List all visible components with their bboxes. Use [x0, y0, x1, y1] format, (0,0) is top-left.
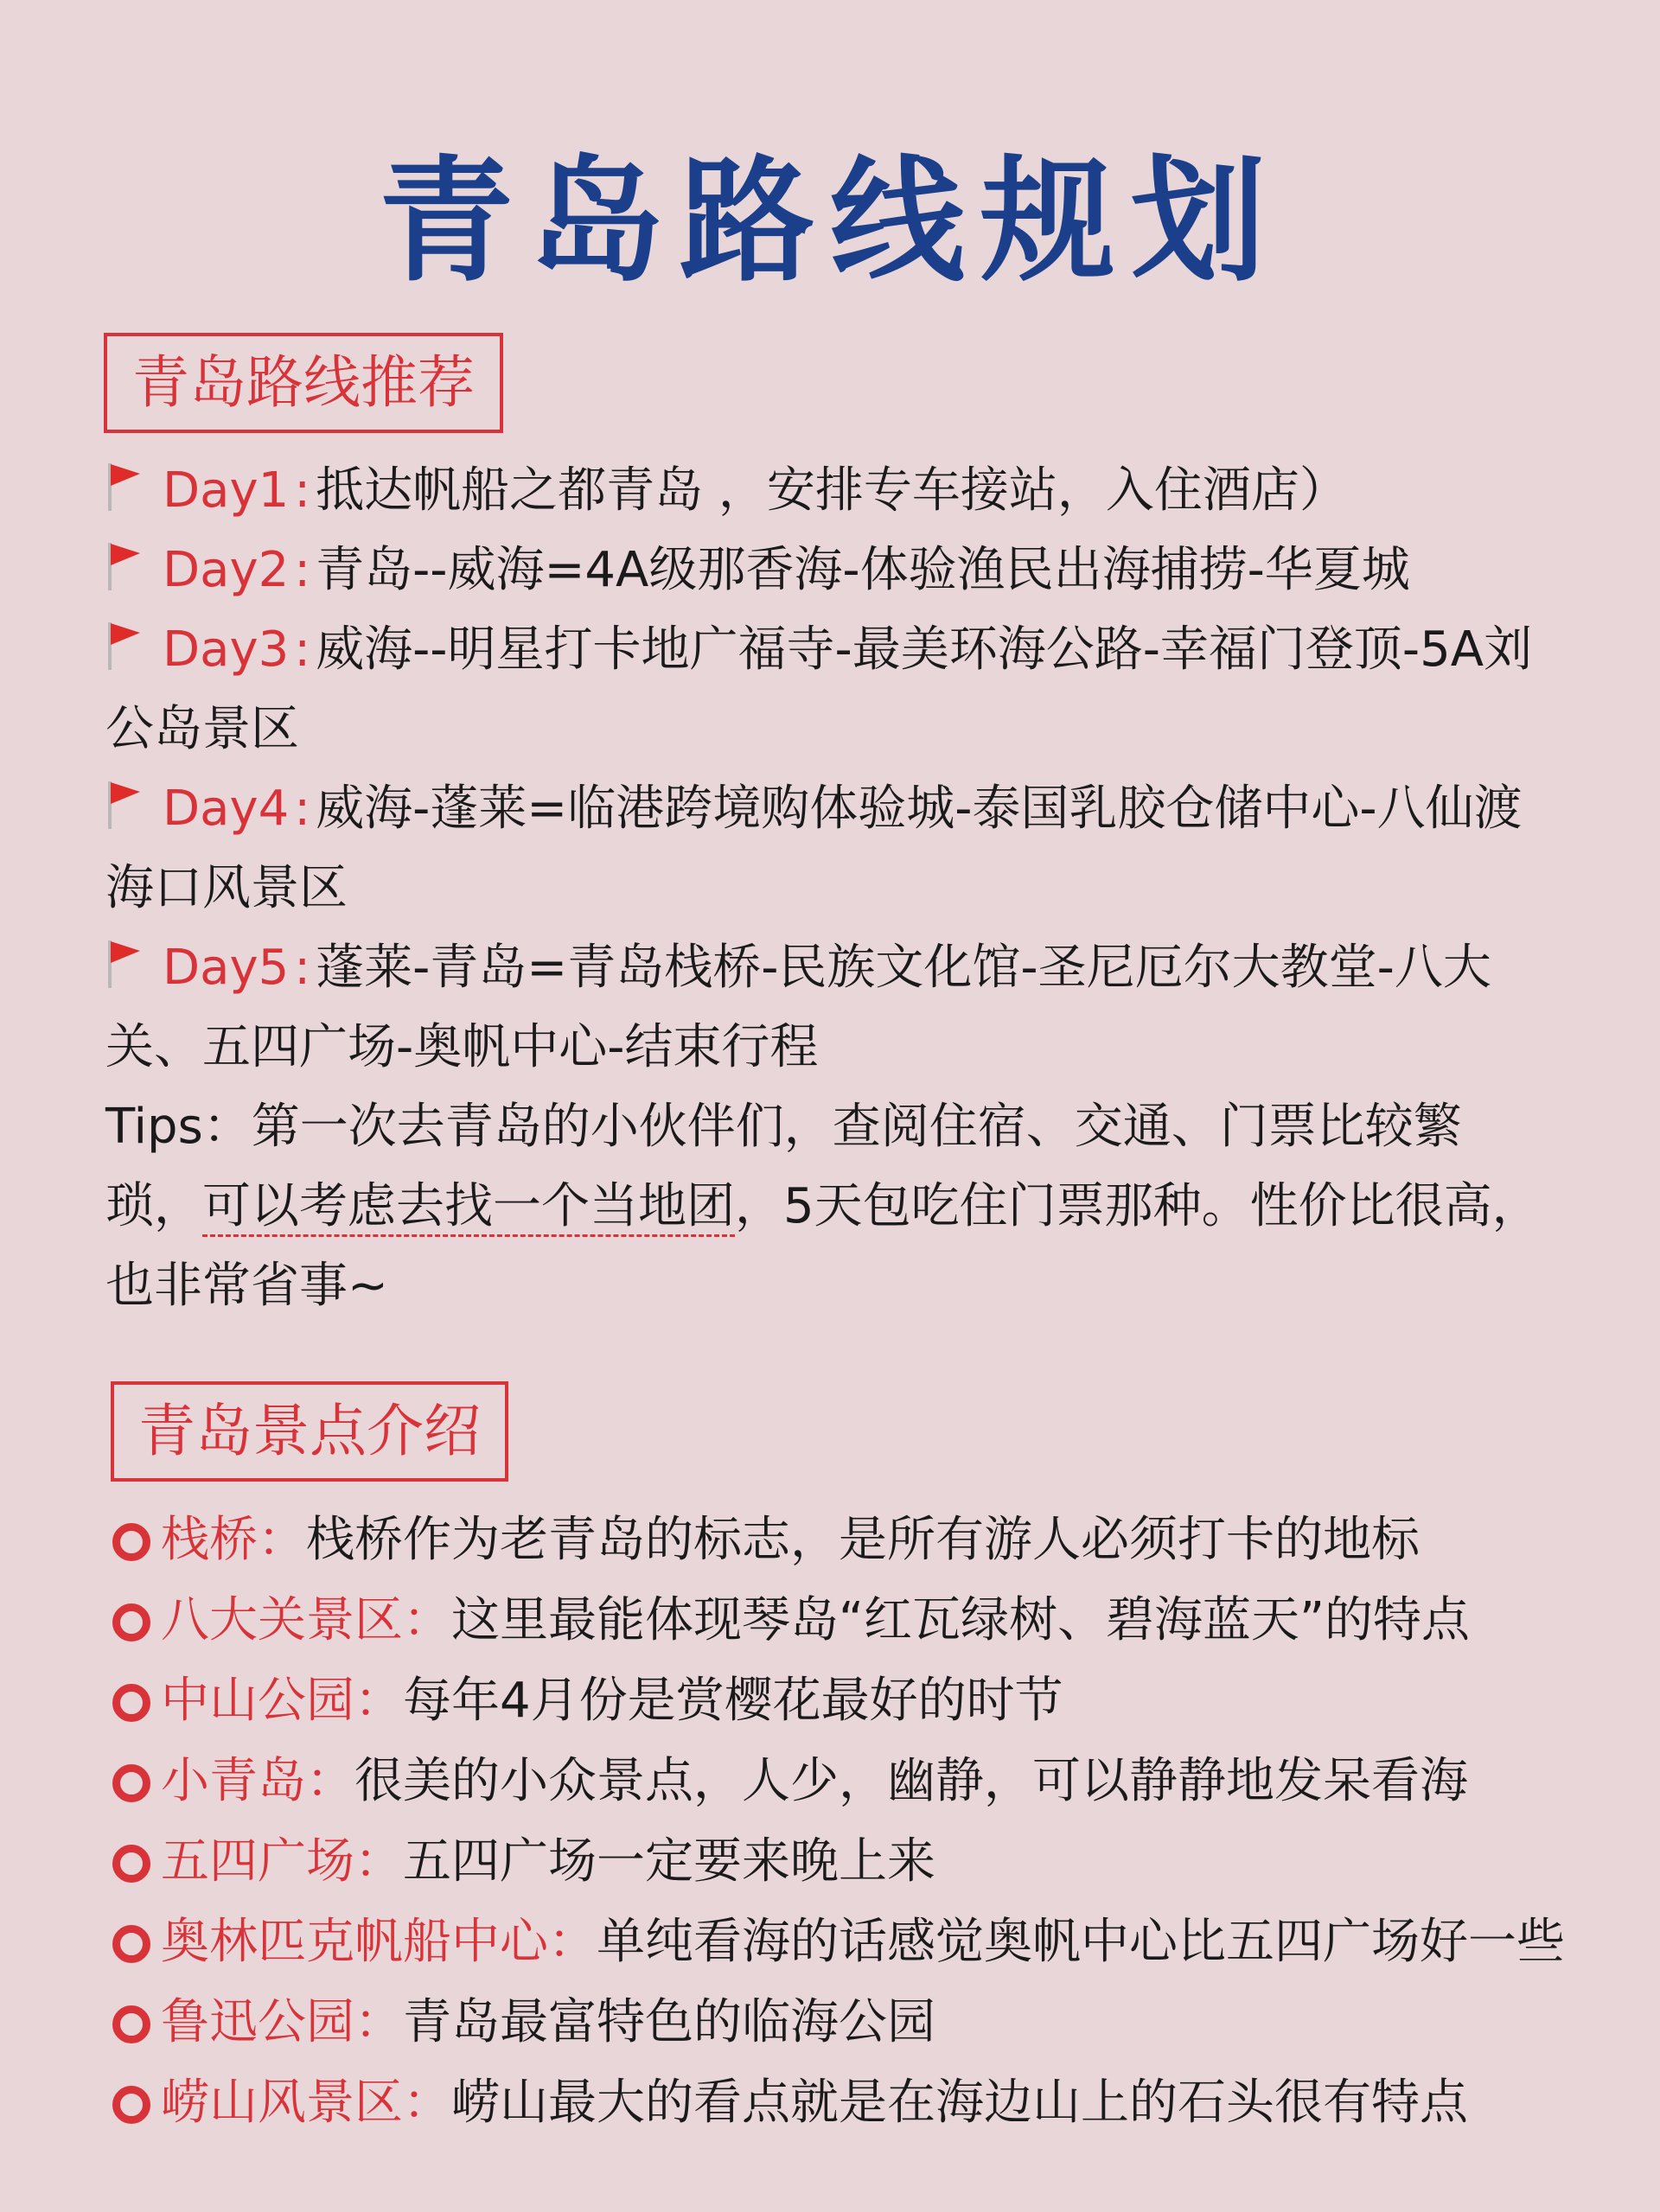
sight-item: 崂山风景区：崂山最大的看点就是在海边山上的石头很有特点	[112, 2062, 1582, 2143]
red-circle-icon	[112, 1684, 150, 1722]
sight-name: 奥林匹克帆船中心	[161, 1914, 548, 1970]
red-circle-icon	[112, 1523, 150, 1561]
red-circle-icon	[112, 1845, 150, 1883]
sight-name: 八大关景区	[161, 1592, 403, 1648]
sight-desc: 单纯看海的话感觉奥帆中心比五四广场好一些	[597, 1914, 1565, 1970]
sight-desc: 崂山最大的看点就是在海边山上的石头很有特点	[451, 2075, 1468, 2131]
sight-name: 栈桥	[161, 1512, 258, 1568]
tips-underlined-text: 可以考虑去找一个当地团	[202, 1178, 735, 1237]
route-day-3: Day3 : 威海--明星打卡地广福寺-最美环海公路-幸福门登顶-5A刘公岛景区	[105, 622, 1533, 757]
sight-desc: 每年4月份是赏樱花最好的时节	[403, 1673, 1063, 1729]
tips-text-2: ，5天包吃住门票那种。性价比很高，也非常省事~	[105, 1178, 1541, 1314]
red-circle-icon	[112, 1764, 150, 1802]
section-heading-sights-label: 青岛景点介绍	[138, 1398, 481, 1464]
sight-list	[112, 1500, 1582, 2143]
red-flag-icon	[105, 780, 142, 830]
sight-name: 小青岛	[161, 1753, 306, 1809]
page-title: 青岛路线规划	[379, 143, 1281, 300]
sight-desc: 这里最能体现琴岛“红瓦绿树、碧海蓝天”的特点	[451, 1592, 1471, 1648]
red-circle-icon	[112, 2086, 150, 2124]
red-flag-icon	[105, 621, 142, 671]
sight-name: 崂山风景区	[161, 2075, 403, 2131]
sight-name: 五四广场	[161, 1833, 354, 1890]
route-day-text: 蓬莱-青岛=青岛栈桥-民族文化馆-圣尼厄尔大教堂-八大关、五四广场-奥帆中心-结束行程	[105, 940, 1491, 1075]
sight-item: 奥林匹克帆船中心：单纯看海的话感觉奥帆中心比五四广场好一些	[112, 1902, 1582, 1982]
route-day-label: Day2	[163, 542, 290, 598]
sight-item: 小青岛：很美的小众景点，人少，幽静，可以静静地发呆看海	[112, 1741, 1582, 1821]
sight-desc: 栈桥作为老青岛的标志，是所有游人必须打卡的地标	[306, 1512, 1420, 1568]
red-flag-icon	[105, 939, 142, 989]
red-circle-icon	[112, 1603, 150, 1641]
route-day-2: Day2 : 青岛--威海=4A级那香海-体验渔民出海捕捞-华夏城	[105, 531, 1558, 610]
sight-item: 鲁迅公园：青岛最富特色的临海公园	[112, 1982, 1582, 2062]
red-flag-icon	[105, 462, 142, 512]
route-day-1: Day1 : 抵达帆船之都青岛 ，安排专车接站，入住酒店）	[105, 451, 1558, 531]
route-day-5: Day5 : 蓬莱-青岛=青岛栈桥-民族文化馆-圣尼厄尔大教堂-八大关、五四广场-奥帆中心-结束行程	[105, 940, 1491, 1075]
tips-text-1: 第一次去青岛的小伙伴们，查阅住宿、交通、门票比较繁琐，	[105, 1099, 1462, 1234]
sight-item: 栈桥：栈桥作为老青岛的标志，是所有游人必须打卡的地标	[112, 1500, 1582, 1580]
route-day-4: Day4 : 威海-蓬莱=临港跨境购体验城-泰国乳胶仓储中心-八仙渡海口风景区	[105, 781, 1523, 916]
red-circle-icon	[112, 2005, 150, 2043]
sight-name: 中山公园	[161, 1673, 354, 1729]
route-day-text: 青岛--威海=4A级那香海-体验渔民出海捕捞-华夏城	[316, 542, 1410, 598]
tips-paragraph	[105, 1087, 1558, 1326]
route-day-label: Day4	[163, 781, 290, 837]
route-day-text: 威海--明星打卡地广福寺-最美环海公路-幸福门登顶-5A刘公岛景区	[105, 622, 1533, 757]
sight-item: 八大关景区：这里最能体现琴岛“红瓦绿树、碧海蓝天”的特点	[112, 1580, 1582, 1661]
sight-item: 中山公园：每年4月份是赏樱花最好的时节	[112, 1661, 1582, 1741]
sight-item: 五四广场：五四广场一定要来晚上来	[112, 1821, 1582, 1902]
sight-name: 鲁迅公园	[161, 1994, 354, 2050]
route-day-label: Day5	[163, 940, 290, 996]
section-heading-routes	[104, 333, 503, 433]
sight-desc: 很美的小众景点，人少，幽静，可以静静地发呆看海	[354, 1753, 1468, 1809]
sight-desc: 五四广场一定要来晚上来	[403, 1833, 935, 1890]
route-day-text: 抵达帆船之都青岛 ，安排专车接站，入住酒店）	[316, 462, 1348, 519]
route-day-label: Day1	[163, 462, 290, 519]
red-circle-icon	[112, 1925, 150, 1963]
red-flag-icon	[105, 541, 142, 591]
section-heading-routes-label: 青岛路线推荐	[132, 349, 475, 416]
route-day-label: Day3	[163, 622, 290, 678]
route-list	[105, 451, 1558, 1326]
tips-label: Tips：	[105, 1099, 252, 1155]
route-day-text: 威海-蓬莱=临港跨境购体验城-泰国乳胶仓储中心-八仙渡海口风景区	[105, 781, 1523, 916]
sight-desc: 青岛最富特色的临海公园	[403, 1994, 935, 2050]
section-heading-sights	[111, 1381, 508, 1482]
